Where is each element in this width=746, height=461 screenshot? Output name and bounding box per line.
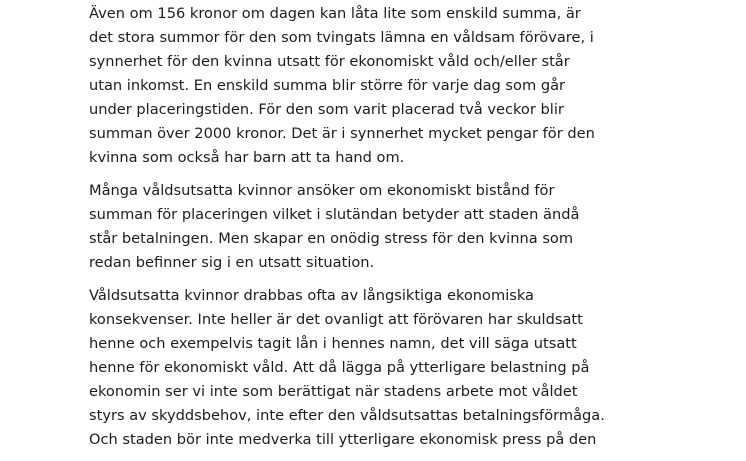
text-line: under placeringstiden. För den som varit placerad två veckor blir [89, 101, 564, 118]
text-line: henne för ekonomiskt våld. Att då lägga på ytterligare belastning på [89, 359, 590, 376]
text-line: Även om 156 kronor om dagen kan låta lite som enskild summa, är [89, 5, 581, 22]
paragraph-3 [89, 284, 689, 452]
text-line: Våldsutsatta kvinnor drabbas ofta av långsiktiga ekonomiska [89, 287, 534, 304]
text-line: står betalningen. Men skapar en onödig stress för den kvinna som [89, 230, 574, 247]
document-body [89, 2, 689, 461]
text-line: henne och exempelvis tagit lån i hennes namn, det vill säga utsatt [89, 335, 577, 352]
text-line: Och staden bör inte medverka till ytterligare ekonomisk press på den [89, 431, 597, 448]
text-line: styrs av skyddsbehov, inte efter den våldsutsattas betalningsförmåga. [89, 407, 605, 424]
text-line: synnerhet för den kvinna utsatt för ekonomiskt våld och/eller står [89, 53, 570, 70]
text-line: summan över 2000 kronor. Det är i synnerhet mycket pengar för den [89, 125, 595, 142]
text-line: konsekvenser. Inte heller är det ovanligt att förövaren har skuldsatt [89, 311, 583, 328]
text-line: Många våldsutsatta kvinnor ansöker om ekonomiskt bistånd för [89, 182, 555, 199]
text-line: redan befinner sig i en utsatt situation. [89, 254, 375, 271]
text-line: det stora summor för den som tvingats lämna en våldsam förövare, i [89, 29, 594, 46]
text-line: summan för placeringen vilket i slutändan betyder att staden ändå [89, 206, 580, 223]
text-line: ekonomin ser vi inte som berättigat när stadens arbete mot våldet [89, 383, 578, 400]
text-line: utan inkomst. En enskild summa blir större för varje dag som går [89, 77, 566, 94]
paragraph-2 [89, 179, 689, 275]
text-line: kvinna som också har barn att ta hand om. [89, 149, 405, 166]
paragraph-1 [89, 2, 689, 170]
